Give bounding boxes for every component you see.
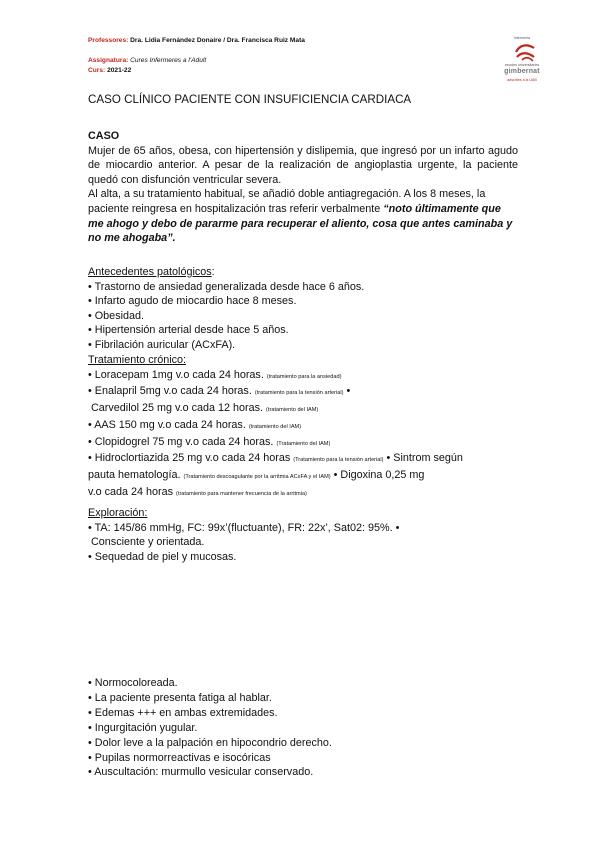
logo-line3: gimbernat — [504, 68, 540, 75]
trat-l5-note: (Tratamiento del IAM) — [276, 440, 331, 447]
antecedente-0: Trastorno de ansiedad generalizada desde hace 6 años. — [94, 280, 365, 293]
trat-l6-tail: Sintrom según — [393, 452, 463, 465]
caso-heading: CASO — [88, 130, 120, 142]
header-subject — [88, 56, 206, 65]
subject-value: Cures Infermeres a l'Adult — [130, 57, 207, 64]
finding-3: Ingurgitación yugular. — [94, 721, 198, 734]
trat-l5-main: Clopidogrel 75 mg v.o cada 24 horas. — [94, 435, 274, 448]
tratamiento-line: pauta hematología. (Tratamiento descoagulante por la arritmia ACxFA y el IAM) • Digoxina 0,25 mg — [88, 468, 425, 481]
trat-l1-note: (tratamiento para la ansiedad) — [266, 373, 342, 380]
trat-l2-main: Enalapril 5mg v.o cada 24 horas. — [94, 385, 252, 398]
list-item: • Normocoloreada. — [88, 677, 178, 689]
trat-l2-note: (tratamiento para la tensión arterial) — [254, 390, 344, 397]
professors-label: Professores: — [88, 37, 129, 44]
trat-l4-main: AAS 150 mg v.o cada 24 horas. — [94, 418, 246, 431]
trat-l8-note: (tratamiento para mantener frecuencia de la arritmia) — [176, 490, 307, 497]
page-title: CASO CLÍNICO PACIENTE CON INSUFICIENCIA CARDIACA — [88, 93, 412, 106]
list-item: • Dolor leve a la palpación en hipocondrio derecho. — [88, 736, 332, 749]
antecedente-1: Infarto agudo de miocardio hace 8 meses. — [94, 295, 297, 308]
finding-1: La paciente presenta fatiga al hablar. — [94, 691, 272, 704]
tratamiento-heading: Tratamiento crónico: — [88, 354, 187, 366]
findings-section — [88, 676, 518, 780]
antecedentes-section — [88, 265, 518, 353]
antecedentes-heading-text: Antecedentes patológicos — [88, 266, 212, 278]
gimbernat-logo-icon — [514, 42, 536, 62]
list-item: • Obesidad. — [88, 309, 144, 322]
caso-section — [88, 129, 518, 246]
antecedente-3: Hipertensión arterial desde hace 5 años. — [94, 324, 289, 337]
antecedentes-heading: Antecedentes patológicos: — [88, 266, 215, 278]
logo-line4: adscrites a la UAB — [507, 78, 537, 82]
trat-l1-main: Loracepam 1mg v.o cada 24 horas. — [94, 368, 264, 381]
trat-l3-note: (tratamiento del IAM) — [266, 407, 319, 414]
tratamiento-line: • Hidroclortiazida 25 mg v.o cada 24 horas (Tratamiento para la tensión arterial) • Sintrom según — [88, 452, 463, 465]
antecedente-2: Obesidad. — [94, 309, 144, 322]
antecedente-4: Fibrilación auricular (ACxFA). — [94, 338, 236, 351]
exploracion-line: • TA: 145/86 mmHg, FC: 99x’(fluctuante), FR: 22x’, Sat02: 95%. • — [88, 521, 400, 534]
trat-l7-tail: Digoxina 0,25 mg — [340, 468, 425, 481]
school-logo — [500, 36, 544, 88]
list-item: • Fibrilación auricular (ACxFA). — [88, 338, 236, 351]
tratamiento-line — [88, 485, 518, 502]
list-item: • Edemas +++ en ambas extremidades. — [88, 706, 278, 719]
subject-label: Assignatura: — [88, 57, 129, 64]
tratamiento-line — [88, 401, 518, 418]
header-professors — [88, 36, 305, 45]
finding-5: Pupilas normorreactivas e isocóricas — [94, 751, 271, 764]
finding-6: Auscultación: murmullo vesicular conservado. — [94, 766, 314, 779]
list-item: • Pupilas normorreactivas e isocóricas — [88, 751, 271, 764]
finding-4: Dolor leve a la palpación en hipocondrio derecho. — [94, 736, 332, 749]
trat-l4-note: (tratamiento del IAM) — [248, 423, 302, 430]
list-item: • Ingurgitación yugular. — [88, 721, 198, 734]
tratamiento-line: • Clopidogrel 75 mg v.o cada 24 horas. (Tratamiento del IAM) — [88, 435, 331, 448]
trat-l6-note: (Tratamiento para la tensión arterial) — [293, 457, 384, 464]
tratamiento-section — [88, 353, 518, 501]
trat-l3-main: Carvedilol 25 mg v.o cada 12 horas. — [91, 402, 264, 415]
tratamiento-line: • Enalapril 5mg v.o cada 24 horas. (tratamiento para la tensión arterial) • — [88, 385, 351, 398]
caso-para2-text: Al alta, a su tratamiento habitual, se añadió doble antiagregación. A los 8 meses, la paciente reingresa en hospitalización tras referir verbalmente — [88, 188, 486, 215]
caso-para2 — [88, 187, 518, 245]
exploracion-line — [88, 535, 518, 550]
explo-l2: Consciente y orientada. — [91, 536, 205, 549]
list-item: • Infarto agudo de miocardio hace 8 meses. — [88, 295, 297, 308]
list-item: • Trastorno de ansiedad generalizada desde hace 6 años. — [88, 280, 365, 293]
professors-value: Dra. Lidia Fernández Donaire / Dra. Francisca Ruiz Mata — [130, 37, 305, 44]
list-item: • La paciente presenta fatiga al hablar. — [88, 691, 272, 704]
tratamiento-line: • AAS 150 mg v.o cada 24 horas. (tratamiento del IAM) — [88, 418, 302, 431]
header-year — [88, 66, 131, 75]
exploracion-heading: Exploración: — [88, 507, 148, 519]
finding-2: Edemas +++ en ambas extremidades. — [94, 706, 278, 719]
list-item: • Hipertensión arterial desde hace 5 años. — [88, 324, 289, 337]
trat-l6-main: Hidroclortiazida 25 mg v.o cada 24 horas — [94, 452, 291, 465]
exploracion-section — [88, 506, 518, 564]
logo-line2: escoles universitàries — [504, 63, 540, 67]
caso-quote: “noto últimamente que me ahogo y debo de pararme para recuperar el aliento, cosa que antes caminaba y no me ahogaba”. — [88, 202, 513, 245]
list-item: • Auscultación: murmullo vesicular conservado. — [88, 766, 314, 779]
finding-0: Normocoloreada. — [94, 677, 178, 689]
year-label: Curs: — [88, 67, 106, 74]
explo-l3: Sequedad de piel y mucosas. — [94, 550, 237, 563]
exploracion-line: • Sequedad de piel y mucosas. — [88, 550, 237, 563]
year-value: 2021-22 — [107, 67, 132, 74]
trat-l7-note: (Tratamiento descoagulante por la arritmia ACxFA y el IAM) — [183, 473, 331, 480]
explo-l1: TA: 145/86 mmHg, FC: 99x’(fluctuante), FR: 22x’, Sat02: 95%. — [94, 521, 393, 534]
trat-l8-main: v.o cada 24 horas — [88, 485, 174, 498]
logo-line1: infermeria — [514, 36, 530, 40]
trat-l7-main: pauta hematología. — [88, 468, 181, 481]
caso-para1: Mujer de 65 años, obesa, con hipertensión y dislipemia, que ingresó por un infarto agudo de miocardio anterior. A pesar de la realización de angioplastia urgente, la paciente quedó con disfunción ventricular severa. — [88, 144, 518, 186]
tratamiento-line: • Loracepam 1mg v.o cada 24 horas. (tratamiento para la ansiedad) — [88, 368, 342, 381]
